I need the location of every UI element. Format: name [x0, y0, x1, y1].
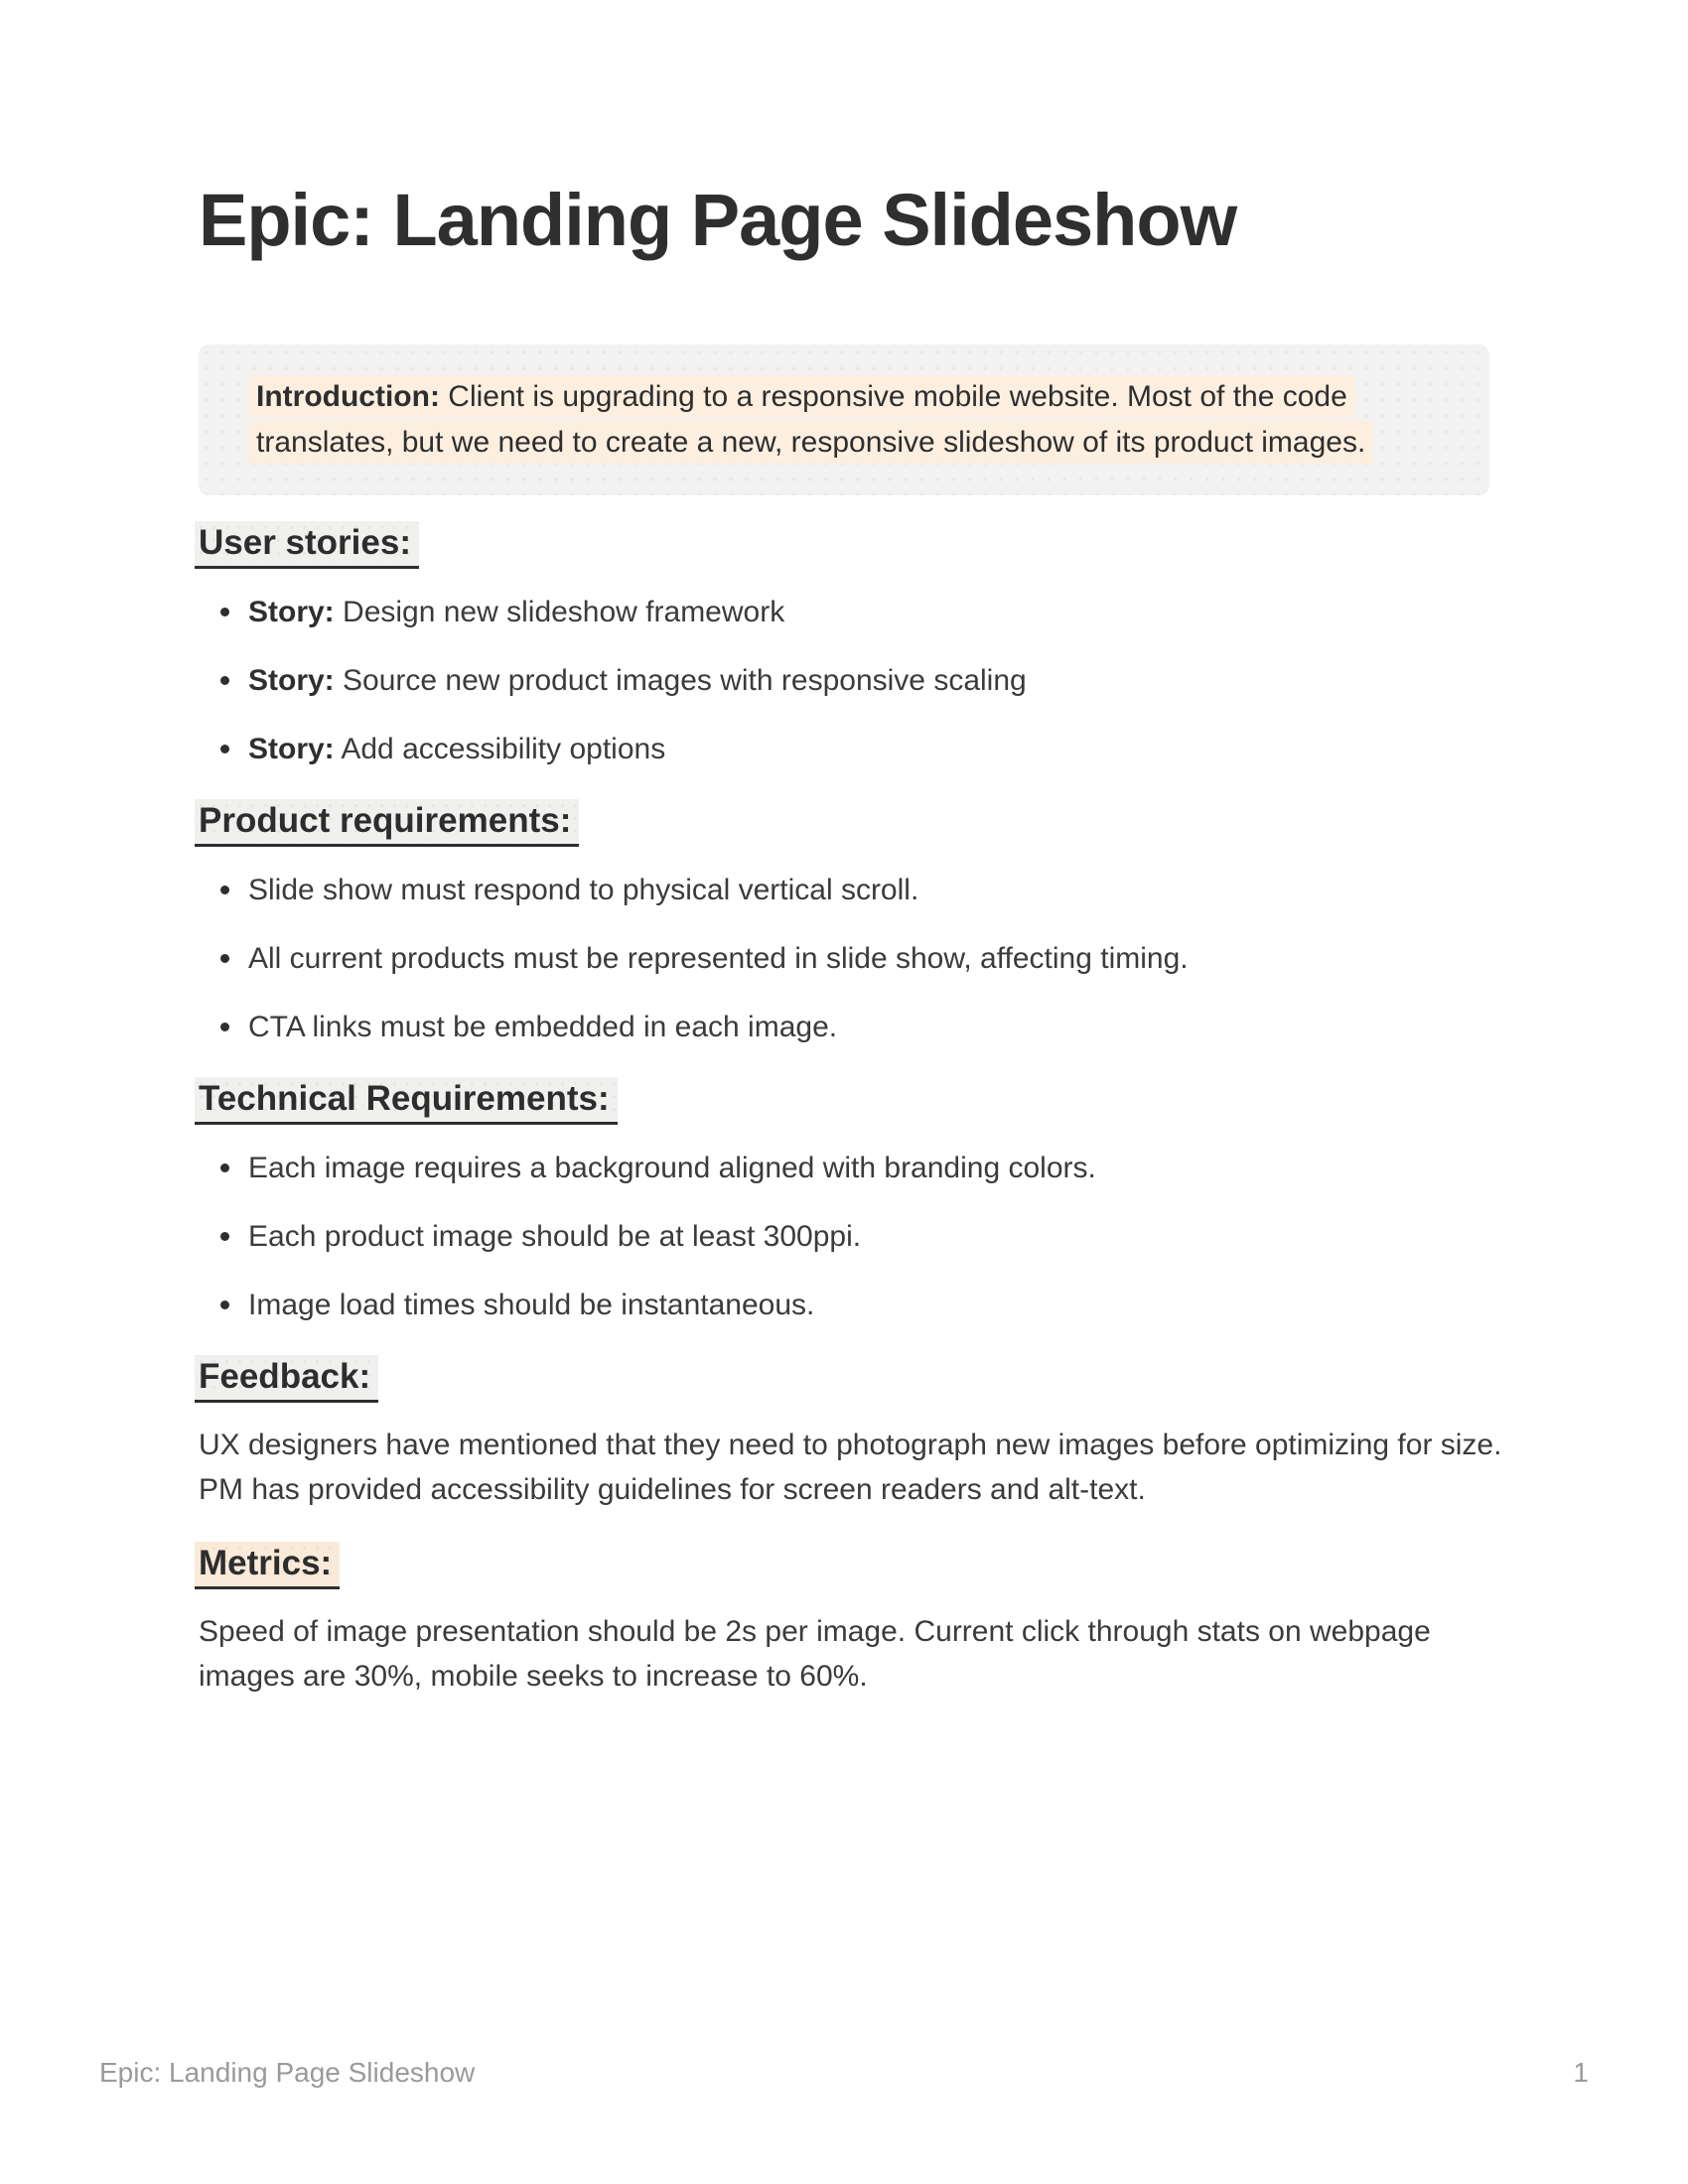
page-title: Epic: Landing Page Slideshow	[199, 179, 1237, 261]
bullet-text: All current products must be represented in slide show, affecting timing.	[248, 941, 1189, 975]
bullet-text: Add accessibility options	[334, 732, 666, 765]
bullet-item	[248, 939, 1489, 979]
section-heading	[199, 799, 1489, 847]
bullet-item	[248, 730, 1489, 769]
bullet-text: Slide show must respond to physical vertical scroll.	[248, 873, 919, 906]
bullet-item	[248, 1286, 1489, 1325]
bullet-list	[199, 593, 1489, 769]
heading-highlight: User stories:	[195, 521, 419, 569]
section-product-requirements	[199, 799, 1489, 1047]
heading-highlight: Product requirements:	[195, 799, 579, 847]
bullet-text: Design new slideshow framework	[334, 595, 785, 628]
bullet-item	[248, 661, 1489, 701]
introduction-highlight	[248, 375, 1373, 464]
introduction-callout	[199, 344, 1489, 495]
bullet-item	[248, 1008, 1489, 1047]
section-technical-requirements	[199, 1077, 1489, 1325]
bullet-list	[199, 871, 1489, 1047]
section-heading	[199, 1355, 1489, 1403]
section-paragraph: Speed of image presentation should be 2s per image. Current click through stats on webpage images are 30%, mobile seeks to increase to 60%.	[199, 1614, 1431, 1693]
bullet-text: Each image requires a background aligned with branding colors.	[248, 1151, 1096, 1184]
heading-highlight: Technical Requirements:	[195, 1077, 618, 1125]
introduction-paragraph	[248, 374, 1445, 466]
footer-page-number: 1	[1573, 2057, 1589, 2088]
bullet-text: Source new product images with responsive scaling	[334, 663, 1027, 697]
section-heading	[199, 1542, 1489, 1589]
introduction-label: Introduction:	[256, 379, 440, 413]
heading-highlight: Metrics:	[195, 1542, 340, 1589]
section-paragraph: UX designers have mentioned that they need to photograph new images before optimizing for size. PM has provided accessibility guidelines for screen readers and alt-text.	[199, 1428, 1502, 1506]
heading-highlight: Feedback:	[195, 1355, 378, 1403]
bullet-text: Image load times should be instantaneous.	[248, 1288, 815, 1321]
bullet-item	[248, 593, 1489, 632]
section-heading	[199, 521, 1489, 569]
bullet-list	[199, 1149, 1489, 1325]
section-metrics	[199, 1542, 1489, 1699]
bullet-item	[248, 1217, 1489, 1257]
bullet-item	[248, 871, 1489, 910]
section-heading	[199, 1077, 1489, 1125]
page-footer	[99, 2057, 1589, 2089]
bullet-text: CTA links must be embedded in each image.	[248, 1010, 838, 1043]
footer-document-title: Epic: Landing Page Slideshow	[99, 2057, 476, 2088]
bullet-item	[248, 1149, 1489, 1188]
introduction-text: Client is upgrading to a responsive mobile website. Most of the code translates, but we need to create a new, responsive slideshow of its product images.	[256, 379, 1366, 459]
bullet-label: Story:	[248, 595, 335, 628]
section-user-stories	[199, 521, 1489, 769]
document-sections	[199, 521, 1502, 1699]
bullet-label: Story:	[248, 732, 335, 765]
section-feedback	[199, 1355, 1502, 1512]
bullet-label: Story:	[248, 663, 335, 697]
bullet-text: Each product image should be at least 300ppi.	[248, 1219, 862, 1253]
